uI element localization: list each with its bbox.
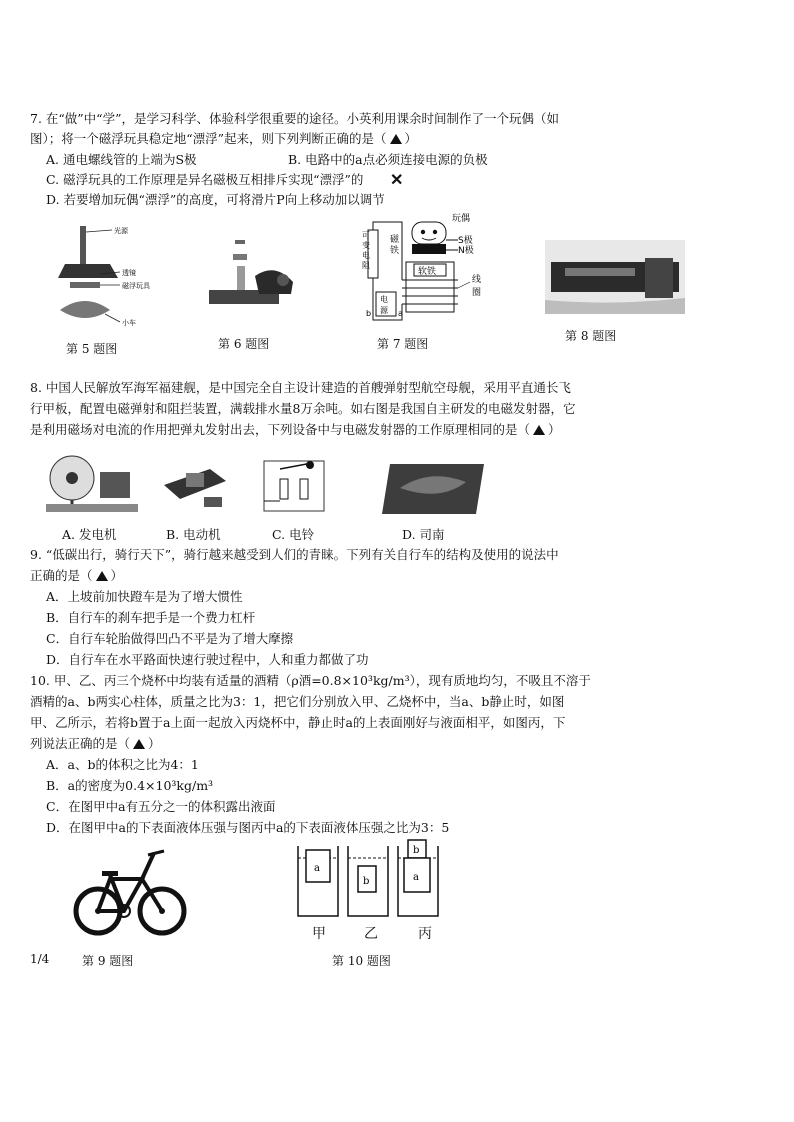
- q8-line3-end: ）: [548, 422, 561, 437]
- q7-line2-end: ）: [404, 131, 418, 146]
- q8-line1: 8. 中国人民解放军海军福建舰，是中国完全自主设计建造的首艘弹射型航空母舰，采用平直通长飞: [30, 380, 571, 395]
- q7-option-a: A. 通电螺线管的上端为S极: [46, 152, 197, 167]
- fig10-b-label-bing: b: [413, 845, 420, 856]
- fig7-point-b-label: b: [366, 309, 372, 318]
- answer-blank-triangle-icon: [133, 739, 145, 749]
- fig7-rheostat-label-4: 阻: [362, 261, 370, 270]
- fig10-label-bing: 丙: [418, 926, 432, 942]
- fig7-magnet-label-2: 铁: [390, 246, 400, 256]
- fig7-iron-label: 软铁: [418, 267, 437, 277]
- fig7-toy-label: 玩偶: [452, 214, 471, 224]
- caption-figure-10: 第 10 题图: [332, 954, 391, 968]
- q9-line2-text: 正确的是（: [30, 568, 93, 583]
- fig5-label-3: 磁浮玩具: [122, 282, 150, 290]
- fig7-magnet-label-1: 磁: [390, 235, 400, 245]
- q8-option-b: B. 电动机: [166, 527, 221, 542]
- q10-option-b: B．a的密度为0.4×10³kg/m³: [46, 778, 214, 793]
- figure-10-beakers: [292, 838, 457, 920]
- answer-blank-triangle-icon: [533, 425, 545, 435]
- q10-line4: [30, 736, 161, 752]
- fig7-rheostat-label-3: 电: [362, 251, 370, 260]
- q8-option-a: A. 发电机: [62, 527, 117, 542]
- answer-blank-triangle-icon: [96, 571, 108, 581]
- q10-line2: 酒精的a、b两实心柱体，质量之比为3：1，把它们分别放入甲、乙烧杯中，当a、b静止时，如图: [30, 694, 565, 709]
- q8-option-d: D. 司南: [402, 527, 445, 542]
- figure-9-bicycle: [72, 845, 187, 940]
- caption-figure-7: 第 7 题图: [377, 337, 429, 351]
- caption-figure-9: 第 9 题图: [82, 954, 134, 968]
- page-number: 1/4: [30, 952, 50, 966]
- q9-option-b: B．自行车的刹车把手是一个费力杠杆: [46, 610, 256, 625]
- q9-line2-end: ）: [110, 568, 124, 583]
- q9-line2: [30, 568, 123, 584]
- caption-figure-5: 第 5 题图: [66, 342, 118, 356]
- fig10-a-label-bing: a: [413, 872, 419, 883]
- fig10-b-label-yi: b: [363, 876, 370, 887]
- figure-6-photo: [205, 232, 300, 307]
- fig10-label-jia: 甲: [312, 926, 326, 942]
- cross-mark-icon: ✕: [390, 170, 404, 189]
- q10-line1: 10. 甲、乙、丙三个烧杯中均装有适量的酒精（ρ酒=0.8×10³kg/m³），现有质地均匀，不吸且不溶于: [30, 673, 591, 688]
- q8-line3-text: 是利用磁场对电流的作用把弹丸发射出去，下列设备中与电磁发射器的工作原理相同的是（: [30, 422, 531, 437]
- q9-option-a: A．上坡前加快蹬车是为了增大惯性: [46, 589, 243, 604]
- q8-line3: [30, 422, 561, 438]
- answer-blank-triangle-icon: [390, 134, 402, 144]
- q7-option-b: B. 电路中的a点必须连接电源的负极: [288, 152, 488, 167]
- q8-line2: 行甲板，配置电磁弹射和阻拦装置，满载排水量8万余吨。如右图是我国自主研发的电磁发射器，它: [30, 401, 576, 416]
- q9-line1: 9. “低碳出行，骑行天下”，骑行越来越受到人们的青睐。下列有关自行车的结构及使用的说法中: [30, 547, 559, 562]
- option-c-electric-bell-diagram: [260, 455, 330, 515]
- fig7-coil-label-2: 圈: [472, 288, 482, 298]
- fig7-source-label-1: 电: [380, 295, 388, 304]
- q10-option-d: D．在图甲中a的下表面液体压强与图丙中a的下表面液体压强之比为3：5: [46, 820, 450, 835]
- fig7-coil-label-1: 线: [472, 275, 482, 285]
- fig10-label-yi: 乙: [364, 926, 378, 942]
- q10-option-a: A．a、b的体积之比为4：1: [46, 757, 199, 772]
- q10-line4-text: 列说法正确的是（: [30, 736, 131, 751]
- fig7-point-a-label: a: [398, 309, 403, 318]
- q7-line2-text: 图）；将一个磁浮玩具稳定地“漂浮”起来，则下列判断正确的是（: [30, 131, 387, 146]
- q10-line4-end: ）: [148, 736, 161, 751]
- q7-line1: 7. 在“做”中“学”，是学习科学、体验科学很重要的途径。小英利用课余时间制作了一个玩偶（如: [30, 111, 559, 126]
- q10-option-c: C．在图甲中a有五分之一的体积露出液面: [46, 799, 276, 814]
- fig7-rheostat-label-1: 可: [362, 231, 370, 240]
- fig10-a-label-jia: a: [314, 863, 320, 874]
- fig5-label-1: 光源: [114, 227, 128, 235]
- q7-line2: [30, 131, 417, 147]
- fig7-s-pole-label: S极: [458, 236, 473, 246]
- figure-8-photo: [545, 240, 685, 314]
- caption-figure-6: 第 6 题图: [218, 337, 270, 351]
- q7-option-d: D. 若要增加玩偶“漂浮”的高度，可将滑片P向上移动加以调节: [46, 192, 385, 207]
- figure-5-levitation-toy: [40, 222, 150, 330]
- fig5-label-2: 透镜: [122, 269, 136, 277]
- q10-line3: 甲、乙所示，若将b置于a上面一起放入丙烧杯中，静止时a的上表面刚好与液面相平，如图丙，下: [30, 715, 566, 730]
- fig7-n-pole-label: N极: [458, 246, 474, 256]
- fig5-label-4: 小车: [122, 319, 136, 327]
- fig7-rheostat-label-2: 变: [362, 241, 370, 250]
- q7-option-c: C. 磁浮玩具的工作原理是异名磁极互相排斥实现“漂浮”的: [46, 172, 364, 187]
- figure-7-circuit-diagram: [362, 212, 502, 324]
- caption-figure-8: 第 8 题图: [565, 329, 617, 343]
- fig7-source-label-2: 源: [380, 306, 388, 315]
- option-a-generator-picture: [42, 448, 142, 518]
- option-d-south-pointer-picture: [380, 458, 490, 518]
- q9-option-d: D．自行车在水平路面快速行驶过程中，人和重力都做了功: [46, 652, 369, 667]
- option-b-motor-picture: [160, 455, 230, 515]
- q9-option-c: C．自行车轮胎做得凹凸不平是为了增大摩擦: [46, 631, 294, 646]
- q8-option-c: C. 电铃: [272, 527, 315, 542]
